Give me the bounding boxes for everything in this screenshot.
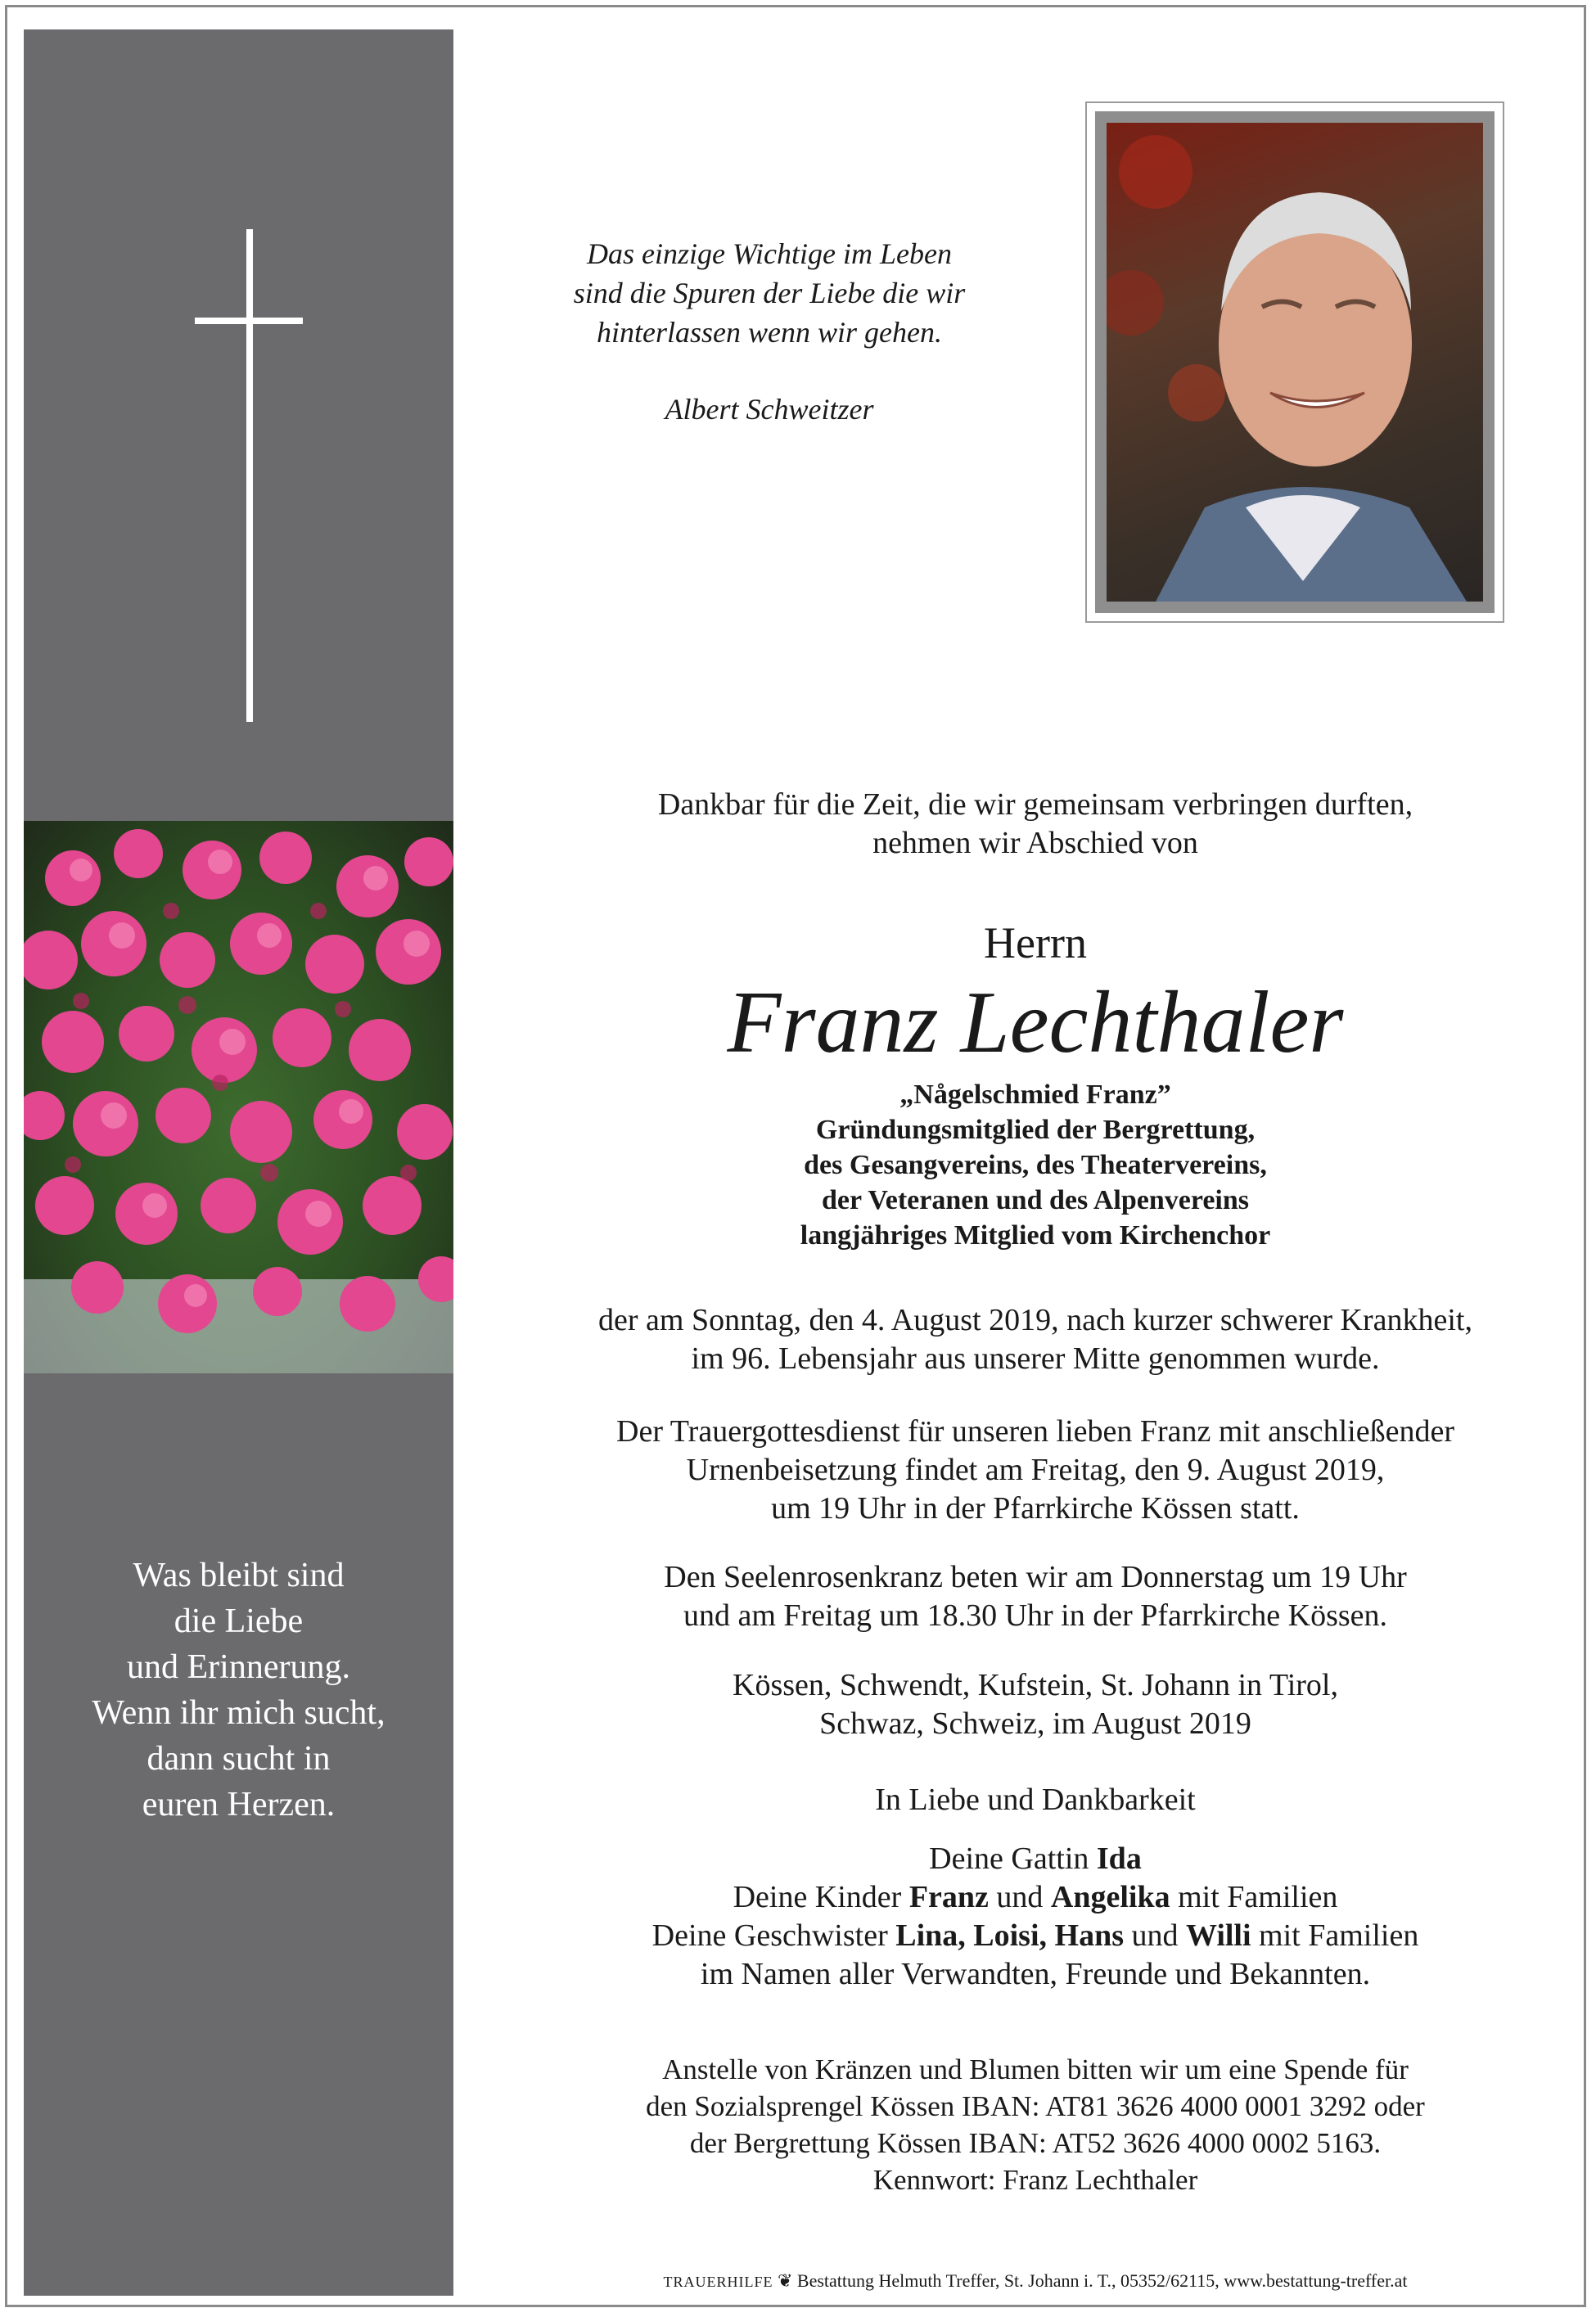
place-date-line: Kössen, Schwendt, Kufstein, St. Johann in Tirol, xyxy=(733,1668,1338,1702)
cross-icon-bar xyxy=(195,318,303,324)
leaf-icon: ❦ xyxy=(777,2270,793,2291)
flower-photo xyxy=(24,821,453,1373)
siblings-suffix: mit Familien xyxy=(1259,1918,1419,1953)
quote-line: sind die Spuren der Liebe die wir xyxy=(573,277,966,309)
title-line: langjähriges Mitglied vom Kirchenchor xyxy=(800,1220,1271,1251)
rosary-info xyxy=(491,1558,1580,1635)
poem-line: euren Herzen. xyxy=(142,1786,336,1823)
portrait-image xyxy=(1107,123,1483,602)
honorary-titles xyxy=(491,1077,1580,1253)
family-list xyxy=(491,1840,1580,1994)
service-line: um 19 Uhr in der Pfarrkirche Kössen statt. xyxy=(771,1491,1300,1526)
intro-text xyxy=(491,786,1580,863)
footer xyxy=(491,2270,1580,2293)
death-notice-line: der am Sonntag, den 4. August 2019, nach kurzer schwerer Krankheit, xyxy=(598,1303,1472,1337)
family-spouse xyxy=(491,1840,1580,1878)
poem-line: die Liebe xyxy=(174,1603,304,1640)
rhododendron-image xyxy=(24,821,453,1373)
title-line: der Veteranen und des Alpenvereins xyxy=(821,1185,1250,1215)
rosary-line: und am Freitag um 18.30 Uhr in der Pfarrkirche Kössen. xyxy=(683,1598,1388,1633)
title-line: des Gesangvereins, des Theatervereins, xyxy=(804,1150,1267,1180)
quote xyxy=(507,234,1031,429)
service-info xyxy=(491,1413,1580,1528)
side-poem xyxy=(24,1553,453,1828)
siblings-prefix: Deine Geschwister xyxy=(651,1918,888,1953)
conjunction: und xyxy=(996,1880,1044,1914)
cross-icon xyxy=(246,229,253,722)
footer-brand: TRAUERHILFE xyxy=(663,2274,773,2290)
poem-line: Was bleibt sind xyxy=(133,1557,345,1594)
spouse-prefix: Deine Gattin xyxy=(929,1841,1089,1876)
poem-line: und Erinnerung. xyxy=(127,1648,350,1686)
title-line: „Någelschmied Franz” xyxy=(899,1080,1171,1110)
donation-line: Kennwort: Franz Lechthaler xyxy=(872,2164,1198,2196)
donation-line: Anstelle von Kränzen und Blumen bitten wir um eine Spende für xyxy=(662,2053,1409,2085)
death-notice-line: im 96. Lebensjahr aus unserer Mitte genommen wurde. xyxy=(691,1341,1380,1376)
donation-line: der Bergrettung Kössen IBAN: AT52 3626 4000 0002 5163. xyxy=(689,2127,1382,2159)
place-date xyxy=(491,1666,1580,1743)
rosary-line: Den Seelenrosenkranz beten wir am Donnerstag um 19 Uhr xyxy=(664,1560,1407,1594)
donation-note xyxy=(491,2051,1580,2198)
family-children xyxy=(491,1878,1580,1917)
child-name: Angelika xyxy=(1050,1880,1170,1914)
poem-line: dann sucht in xyxy=(147,1740,331,1778)
family-siblings xyxy=(491,1917,1580,1955)
title-line: Gründungsmitglied der Bergrettung, xyxy=(815,1115,1256,1145)
child-name: Franz xyxy=(908,1880,989,1914)
service-line: Urnenbeisetzung findet am Freitag, den 9. August 2019, xyxy=(686,1453,1385,1487)
quote-line: hinterlassen wenn wir gehen. xyxy=(597,316,942,349)
intro-line: Dankbar für die Zeit, die wir gemeinsam verbringen durften, xyxy=(657,787,1413,822)
place-date-line: Schwaz, Schweiz, im August 2019 xyxy=(819,1706,1251,1741)
footer-text: Bestattung Helmuth Treffer, St. Johann i. T., 05352/62115, www.bestattung-treffer.at xyxy=(796,2270,1408,2291)
children-suffix: mit Familien xyxy=(1178,1880,1338,1914)
salutation: Herrn xyxy=(984,918,1087,967)
portrait-photo xyxy=(1107,123,1483,602)
spouse-name: Ida xyxy=(1096,1841,1142,1876)
conjunction: und xyxy=(1131,1918,1179,1953)
children-prefix: Deine Kinder xyxy=(733,1880,902,1914)
quote-line: Das einzige Wichtige im Leben xyxy=(587,237,952,270)
closing: In Liebe und Dankbarkeit xyxy=(875,1783,1196,1817)
sibling-names: Lina, Loisi, Hans xyxy=(895,1918,1124,1953)
deceased-name: Franz Lechthaler xyxy=(727,974,1344,1071)
quote-author: Albert Schweitzer xyxy=(665,393,874,426)
family-relatives: im Namen aller Verwandten, Freunde und Bekannten. xyxy=(700,1957,1371,1991)
donation-line: den Sozialsprengel Kössen IBAN: AT81 3626 4000 0001 3292 oder xyxy=(646,2090,1425,2122)
portrait-frame xyxy=(1085,101,1504,623)
death-notice xyxy=(491,1301,1580,1378)
intro-line: nehmen wir Abschied von xyxy=(872,826,1198,860)
sibling-name: Willi xyxy=(1186,1918,1251,1953)
portrait-mat xyxy=(1095,111,1495,613)
poem-line: Wenn ihr mich sucht, xyxy=(92,1694,385,1732)
service-line: Der Trauergottesdienst für unseren lieben Franz mit anschließender xyxy=(616,1414,1454,1449)
